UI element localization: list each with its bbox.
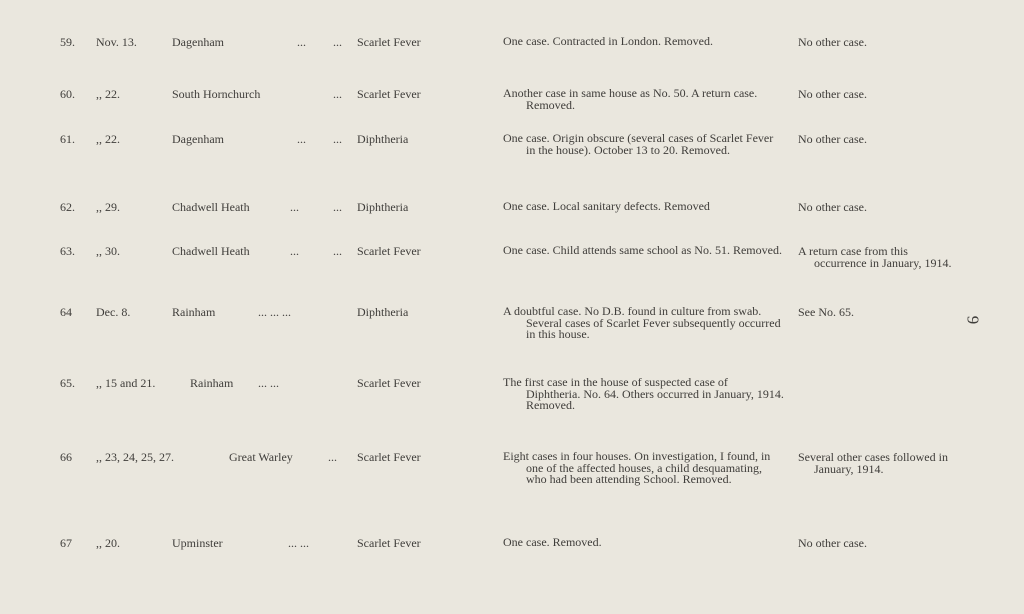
remarks-text: A doubtful case. No D.B. found in culture from swab. Several cases of Scarlet Fever subsequently occurred in this house. <box>503 304 781 341</box>
leader-dots: ... <box>333 244 342 258</box>
case-remarks <box>493 133 785 156</box>
leader-dots: ... <box>297 35 306 49</box>
leader-dots: ... <box>290 200 299 214</box>
case-number: 62. <box>60 200 75 214</box>
disease-name: Scarlet Fever <box>357 536 421 550</box>
case-number: 64 <box>60 305 72 319</box>
leader-dots: ... <box>333 87 342 101</box>
case-place: Dagenham <box>172 132 224 146</box>
case-remarks <box>493 245 785 257</box>
remarks-text: One case. Contracted in London. Removed. <box>503 34 713 48</box>
case-number: 63. <box>60 244 75 258</box>
page-number: 9 <box>963 315 983 325</box>
disease-name: Scarlet Fever <box>357 87 421 101</box>
leader-dots: ... ... ... <box>258 305 291 319</box>
case-date: ,, 30. <box>96 244 120 258</box>
case-date: Dec. 8. <box>96 305 131 319</box>
disease-name: Diphtheria <box>357 132 409 146</box>
case-result <box>788 88 958 100</box>
case-date: ,, 20. <box>96 536 120 550</box>
case-date: ,, 22. <box>96 132 120 146</box>
case-place: Upminster <box>172 536 223 550</box>
result-text: No other case. <box>798 536 867 550</box>
case-date: ,, 23, 24, 25, 27. <box>96 450 174 464</box>
result-text: No other case. <box>798 35 867 49</box>
leader-dots: ... <box>333 200 342 214</box>
case-date: ,, 22. <box>96 87 120 101</box>
case-remarks <box>493 88 785 111</box>
leader-dots: ... <box>333 132 342 146</box>
case-remarks <box>493 306 785 341</box>
case-number: 65. <box>60 376 75 390</box>
case-result <box>788 537 958 549</box>
disease-name: Scarlet Fever <box>357 35 421 49</box>
result-text: A return case from this occurrence in January, 1914. <box>798 244 952 270</box>
remarks-text: One case. Removed. <box>503 535 602 549</box>
leader-dots: ... <box>333 35 342 49</box>
remarks-text: One case. Local sanitary defects. Removed <box>503 199 710 213</box>
leader-dots: ... ... <box>258 376 279 390</box>
case-place: Rainham <box>172 305 216 319</box>
case-result <box>788 451 958 475</box>
case-remarks <box>493 451 785 486</box>
case-place: South Hornchurch <box>172 87 261 101</box>
case-result <box>788 36 958 48</box>
case-number: 67 <box>60 536 72 550</box>
case-number: 60. <box>60 87 75 101</box>
case-remarks <box>493 377 785 412</box>
disease-name: Scarlet Fever <box>357 376 421 390</box>
case-place: Great Warley <box>229 450 293 464</box>
result-text: No other case. <box>798 132 867 146</box>
result-text: No other case. <box>798 200 867 214</box>
case-number: 59. <box>60 35 75 49</box>
case-result <box>788 245 958 269</box>
disease-name: Scarlet Fever <box>357 244 421 258</box>
case-remarks <box>493 36 785 48</box>
result-text: Several other cases followed in January, 1914. <box>798 450 948 476</box>
case-result <box>788 133 958 145</box>
case-place: Rainham <box>190 376 234 390</box>
leader-dots: ... <box>328 450 337 464</box>
result-text: No other case. <box>798 87 867 101</box>
case-result <box>788 201 958 213</box>
result-text: See No. 65. <box>798 305 854 319</box>
case-number: 66 <box>60 450 72 464</box>
disease-name: Diphtheria <box>357 305 409 319</box>
remarks-text: The first case in the house of suspected case of Diphtheria. No. 64. Others occurred in January, 1914. Removed. <box>503 375 784 412</box>
leader-dots: ... <box>297 132 306 146</box>
leader-dots: ... <box>290 244 299 258</box>
remarks-text: One case. Origin obscure (several cases of Scarlet Fever in the house). October 13 to 20. Removed. <box>503 131 774 157</box>
disease-name: Diphtheria <box>357 200 409 214</box>
case-date: ,, 29. <box>96 200 120 214</box>
case-remarks <box>493 537 785 549</box>
case-date: ,, 15 and 21. <box>96 376 156 390</box>
case-result <box>788 306 958 318</box>
remarks-text: Eight cases in four houses. On investigation, I found, in one of the affected houses, a child desquamating, who had been attending School. Removed. <box>503 449 771 486</box>
leader-dots: ... ... <box>288 536 309 550</box>
case-remarks <box>493 201 785 213</box>
case-number: 61. <box>60 132 75 146</box>
case-date: Nov. 13. <box>96 35 137 49</box>
remarks-text: Another case in same house as No. 50. A return case. Removed. <box>503 86 758 112</box>
remarks-text: One case. Child attends same school as No. 51. Removed. <box>503 243 782 257</box>
disease-name: Scarlet Fever <box>357 450 421 464</box>
case-place: Chadwell Heath <box>172 200 250 214</box>
case-place: Dagenham <box>172 35 224 49</box>
case-place: Chadwell Heath <box>172 244 250 258</box>
